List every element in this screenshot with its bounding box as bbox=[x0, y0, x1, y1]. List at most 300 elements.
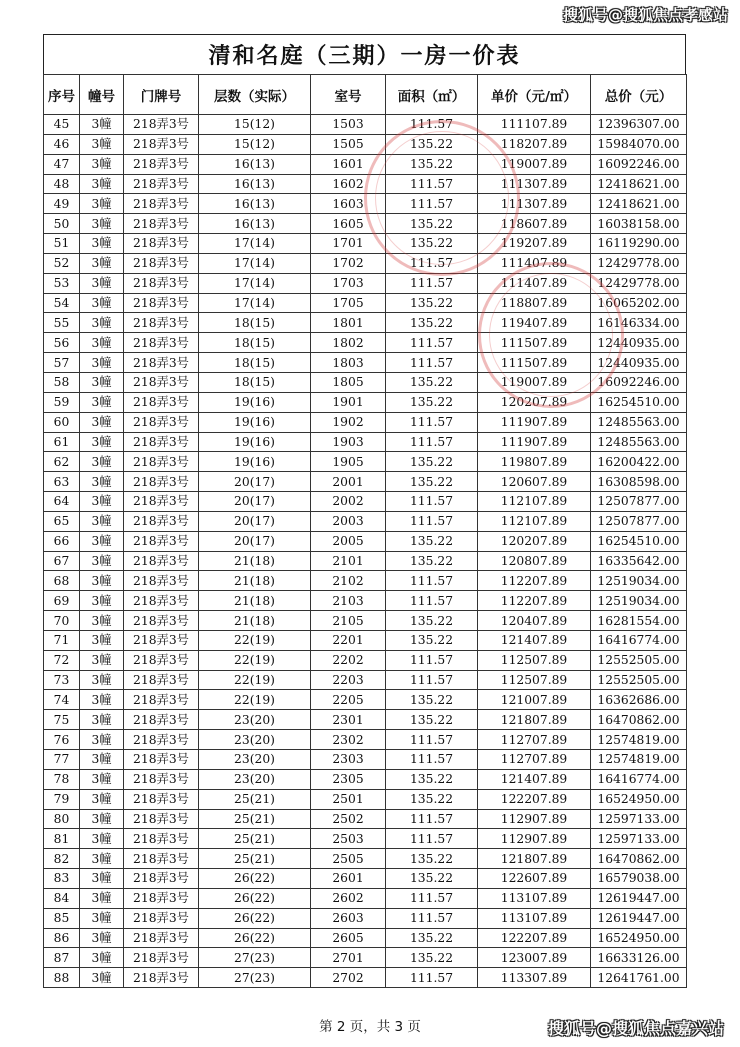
cell-floor: 27(23) bbox=[199, 968, 311, 988]
cell-building: 3幢 bbox=[80, 750, 124, 770]
cell-floor: 26(22) bbox=[199, 869, 311, 889]
cell-area: 111.57 bbox=[386, 829, 478, 849]
cell-room: 2003 bbox=[311, 511, 386, 531]
header-total-price: 总价（元） bbox=[591, 75, 687, 115]
cell-address: 218弄3号 bbox=[124, 869, 199, 889]
cell-building: 3幢 bbox=[80, 908, 124, 928]
cell-index: 72 bbox=[44, 650, 80, 670]
cell-address: 218弄3号 bbox=[124, 333, 199, 353]
cell-unit-price: 112907.89 bbox=[478, 829, 591, 849]
cell-total-price: 12429778.00 bbox=[591, 273, 687, 293]
cell-room: 2303 bbox=[311, 750, 386, 770]
cell-total-price: 16200422.00 bbox=[591, 452, 687, 472]
cell-floor: 16(13) bbox=[199, 174, 311, 194]
cell-room: 2202 bbox=[311, 650, 386, 670]
cell-total-price: 12574819.00 bbox=[591, 750, 687, 770]
cell-unit-price: 121007.89 bbox=[478, 690, 591, 710]
cell-building: 3幢 bbox=[80, 372, 124, 392]
table-body bbox=[44, 115, 687, 988]
cell-total-price: 12429778.00 bbox=[591, 253, 687, 273]
cell-floor: 26(22) bbox=[199, 928, 311, 948]
table-row bbox=[44, 551, 687, 571]
cell-building: 3幢 bbox=[80, 630, 124, 650]
cell-room: 1801 bbox=[311, 313, 386, 333]
cell-index: 46 bbox=[44, 134, 80, 154]
cell-index: 53 bbox=[44, 273, 80, 293]
cell-index: 74 bbox=[44, 690, 80, 710]
cell-floor: 22(19) bbox=[199, 690, 311, 710]
price-table bbox=[43, 74, 687, 988]
cell-room: 1703 bbox=[311, 273, 386, 293]
cell-index: 80 bbox=[44, 809, 80, 829]
table-row bbox=[44, 571, 687, 591]
cell-room: 2203 bbox=[311, 670, 386, 690]
table-row bbox=[44, 591, 687, 611]
cell-area: 135.22 bbox=[386, 234, 478, 254]
table-row bbox=[44, 809, 687, 829]
table-row bbox=[44, 888, 687, 908]
table-row bbox=[44, 849, 687, 869]
cell-address: 218弄3号 bbox=[124, 769, 199, 789]
watermark-top: 搜狐号@搜狐焦点孝感站 bbox=[562, 6, 728, 24]
cell-floor: 20(17) bbox=[199, 472, 311, 492]
cell-building: 3幢 bbox=[80, 253, 124, 273]
cell-unit-price: 122207.89 bbox=[478, 928, 591, 948]
cell-room: 2701 bbox=[311, 948, 386, 968]
cell-area: 135.22 bbox=[386, 372, 478, 392]
cell-area: 111.57 bbox=[386, 968, 478, 988]
cell-index: 79 bbox=[44, 789, 80, 809]
cell-index: 85 bbox=[44, 908, 80, 928]
cell-area: 135.22 bbox=[386, 948, 478, 968]
cell-index: 52 bbox=[44, 253, 80, 273]
cell-address: 218弄3号 bbox=[124, 531, 199, 551]
cell-total-price: 16416774.00 bbox=[591, 630, 687, 650]
cell-room: 2601 bbox=[311, 869, 386, 889]
cell-floor: 21(18) bbox=[199, 611, 311, 631]
cell-address: 218弄3号 bbox=[124, 154, 199, 174]
cell-unit-price: 118807.89 bbox=[478, 293, 591, 313]
cell-address: 218弄3号 bbox=[124, 214, 199, 234]
cell-room: 1701 bbox=[311, 234, 386, 254]
cell-floor: 23(20) bbox=[199, 769, 311, 789]
cell-index: 57 bbox=[44, 353, 80, 373]
cell-unit-price: 113107.89 bbox=[478, 908, 591, 928]
cell-area: 135.22 bbox=[386, 154, 478, 174]
cell-area: 135.22 bbox=[386, 214, 478, 234]
cell-room: 2001 bbox=[311, 472, 386, 492]
table-row bbox=[44, 630, 687, 650]
cell-area: 111.57 bbox=[386, 333, 478, 353]
cell-building: 3幢 bbox=[80, 888, 124, 908]
table-row bbox=[44, 154, 687, 174]
cell-unit-price: 119807.89 bbox=[478, 452, 591, 472]
cell-floor: 15(12) bbox=[199, 134, 311, 154]
cell-room: 2605 bbox=[311, 928, 386, 948]
cell-floor: 16(13) bbox=[199, 194, 311, 214]
page-footer: 第 2 页，共 3 页 bbox=[319, 1019, 421, 1035]
cell-floor: 18(15) bbox=[199, 372, 311, 392]
cell-building: 3幢 bbox=[80, 829, 124, 849]
cell-floor: 25(21) bbox=[199, 809, 311, 829]
cell-index: 77 bbox=[44, 750, 80, 770]
cell-total-price: 16524950.00 bbox=[591, 928, 687, 948]
cell-area: 111.57 bbox=[386, 591, 478, 611]
cell-index: 48 bbox=[44, 174, 80, 194]
cell-unit-price: 120207.89 bbox=[478, 531, 591, 551]
cell-area: 135.22 bbox=[386, 452, 478, 472]
cell-total-price: 16092246.00 bbox=[591, 372, 687, 392]
table-row bbox=[44, 730, 687, 750]
cell-floor: 17(14) bbox=[199, 253, 311, 273]
cell-address: 218弄3号 bbox=[124, 134, 199, 154]
table-row bbox=[44, 353, 687, 373]
cell-building: 3幢 bbox=[80, 849, 124, 869]
cell-building: 3幢 bbox=[80, 571, 124, 591]
cell-total-price: 15984070.00 bbox=[591, 134, 687, 154]
cell-building: 3幢 bbox=[80, 115, 124, 135]
cell-total-price: 12574819.00 bbox=[591, 730, 687, 750]
cell-floor: 27(23) bbox=[199, 948, 311, 968]
table-row bbox=[44, 829, 687, 849]
cell-floor: 18(15) bbox=[199, 313, 311, 333]
table-row bbox=[44, 769, 687, 789]
cell-index: 82 bbox=[44, 849, 80, 869]
cell-address: 218弄3号 bbox=[124, 511, 199, 531]
cell-unit-price: 112907.89 bbox=[478, 809, 591, 829]
cell-floor: 25(21) bbox=[199, 789, 311, 809]
cell-building: 3幢 bbox=[80, 591, 124, 611]
cell-area: 111.57 bbox=[386, 670, 478, 690]
cell-index: 86 bbox=[44, 928, 80, 948]
cell-area: 111.57 bbox=[386, 432, 478, 452]
cell-building: 3幢 bbox=[80, 333, 124, 353]
cell-unit-price: 111507.89 bbox=[478, 353, 591, 373]
cell-area: 135.22 bbox=[386, 690, 478, 710]
cell-address: 218弄3号 bbox=[124, 750, 199, 770]
cell-address: 218弄3号 bbox=[124, 670, 199, 690]
price-document bbox=[43, 34, 686, 988]
cell-unit-price: 119007.89 bbox=[478, 154, 591, 174]
cell-room: 2301 bbox=[311, 710, 386, 730]
cell-total-price: 16470862.00 bbox=[591, 710, 687, 730]
header-floor: 层数（实际） bbox=[199, 75, 311, 115]
table-row bbox=[44, 908, 687, 928]
cell-floor: 23(20) bbox=[199, 710, 311, 730]
cell-unit-price: 111507.89 bbox=[478, 333, 591, 353]
cell-unit-price: 118207.89 bbox=[478, 134, 591, 154]
cell-room: 1603 bbox=[311, 194, 386, 214]
cell-address: 218弄3号 bbox=[124, 372, 199, 392]
cell-floor: 19(16) bbox=[199, 392, 311, 412]
cell-floor: 26(22) bbox=[199, 908, 311, 928]
cell-total-price: 12641761.00 bbox=[591, 968, 687, 988]
header-room: 室号 bbox=[311, 75, 386, 115]
cell-unit-price: 121407.89 bbox=[478, 630, 591, 650]
cell-area: 135.22 bbox=[386, 293, 478, 313]
cell-area: 111.57 bbox=[386, 908, 478, 928]
cell-unit-price: 122607.89 bbox=[478, 869, 591, 889]
cell-floor: 17(14) bbox=[199, 293, 311, 313]
cell-floor: 20(17) bbox=[199, 492, 311, 512]
cell-room: 1805 bbox=[311, 372, 386, 392]
cell-index: 70 bbox=[44, 611, 80, 631]
cell-address: 218弄3号 bbox=[124, 888, 199, 908]
cell-building: 3幢 bbox=[80, 273, 124, 293]
cell-area: 111.57 bbox=[386, 809, 478, 829]
cell-address: 218弄3号 bbox=[124, 353, 199, 373]
cell-building: 3幢 bbox=[80, 690, 124, 710]
table-row bbox=[44, 511, 687, 531]
cell-area: 135.22 bbox=[386, 313, 478, 333]
cell-unit-price: 111907.89 bbox=[478, 432, 591, 452]
cell-floor: 18(15) bbox=[199, 353, 311, 373]
cell-floor: 19(16) bbox=[199, 452, 311, 472]
cell-unit-price: 112707.89 bbox=[478, 730, 591, 750]
cell-unit-price: 111307.89 bbox=[478, 194, 591, 214]
cell-index: 65 bbox=[44, 511, 80, 531]
cell-total-price: 16254510.00 bbox=[591, 531, 687, 551]
cell-area: 111.57 bbox=[386, 174, 478, 194]
cell-total-price: 16146334.00 bbox=[591, 313, 687, 333]
cell-unit-price: 113307.89 bbox=[478, 968, 591, 988]
cell-total-price: 12440935.00 bbox=[591, 333, 687, 353]
cell-room: 2101 bbox=[311, 551, 386, 571]
cell-index: 56 bbox=[44, 333, 80, 353]
cell-building: 3幢 bbox=[80, 551, 124, 571]
cell-index: 88 bbox=[44, 968, 80, 988]
cell-total-price: 12519034.00 bbox=[591, 571, 687, 591]
cell-unit-price: 111107.89 bbox=[478, 115, 591, 135]
cell-area: 111.57 bbox=[386, 253, 478, 273]
cell-address: 218弄3号 bbox=[124, 253, 199, 273]
cell-floor: 16(13) bbox=[199, 214, 311, 234]
cell-building: 3幢 bbox=[80, 134, 124, 154]
table-row bbox=[44, 333, 687, 353]
cell-area: 135.22 bbox=[386, 134, 478, 154]
cell-total-price: 16470862.00 bbox=[591, 849, 687, 869]
cell-total-price: 16119290.00 bbox=[591, 234, 687, 254]
table-row bbox=[44, 789, 687, 809]
cell-unit-price: 123007.89 bbox=[478, 948, 591, 968]
cell-address: 218弄3号 bbox=[124, 948, 199, 968]
cell-total-price: 12507877.00 bbox=[591, 492, 687, 512]
cell-unit-price: 120207.89 bbox=[478, 392, 591, 412]
cell-building: 3幢 bbox=[80, 154, 124, 174]
cell-floor: 22(19) bbox=[199, 650, 311, 670]
cell-index: 87 bbox=[44, 948, 80, 968]
cell-room: 1505 bbox=[311, 134, 386, 154]
cell-floor: 23(20) bbox=[199, 750, 311, 770]
cell-floor: 23(20) bbox=[199, 730, 311, 750]
table-row bbox=[44, 710, 687, 730]
cell-index: 73 bbox=[44, 670, 80, 690]
cell-address: 218弄3号 bbox=[124, 234, 199, 254]
cell-room: 2302 bbox=[311, 730, 386, 750]
table-row bbox=[44, 313, 687, 333]
cell-total-price: 12597133.00 bbox=[591, 829, 687, 849]
cell-total-price: 16633126.00 bbox=[591, 948, 687, 968]
table-header-row bbox=[44, 75, 687, 115]
cell-room: 1903 bbox=[311, 432, 386, 452]
table-row bbox=[44, 611, 687, 631]
cell-area: 135.22 bbox=[386, 392, 478, 412]
cell-area: 111.57 bbox=[386, 353, 478, 373]
table-row bbox=[44, 372, 687, 392]
cell-area: 111.57 bbox=[386, 650, 478, 670]
cell-building: 3幢 bbox=[80, 611, 124, 631]
cell-unit-price: 112207.89 bbox=[478, 591, 591, 611]
table-row bbox=[44, 412, 687, 432]
table-row bbox=[44, 750, 687, 770]
cell-room: 1803 bbox=[311, 353, 386, 373]
cell-floor: 17(14) bbox=[199, 234, 311, 254]
cell-total-price: 12597133.00 bbox=[591, 809, 687, 829]
cell-building: 3幢 bbox=[80, 670, 124, 690]
cell-building: 3幢 bbox=[80, 869, 124, 889]
cell-unit-price: 112107.89 bbox=[478, 492, 591, 512]
cell-room: 2702 bbox=[311, 968, 386, 988]
cell-total-price: 16335642.00 bbox=[591, 551, 687, 571]
cell-floor: 26(22) bbox=[199, 888, 311, 908]
cell-area: 111.57 bbox=[386, 115, 478, 135]
cell-area: 111.57 bbox=[386, 730, 478, 750]
cell-area: 135.22 bbox=[386, 769, 478, 789]
cell-building: 3幢 bbox=[80, 452, 124, 472]
cell-room: 1503 bbox=[311, 115, 386, 135]
cell-building: 3幢 bbox=[80, 511, 124, 531]
table-row bbox=[44, 452, 687, 472]
cell-unit-price: 112207.89 bbox=[478, 571, 591, 591]
cell-index: 75 bbox=[44, 710, 80, 730]
cell-address: 218弄3号 bbox=[124, 293, 199, 313]
cell-total-price: 16092246.00 bbox=[591, 154, 687, 174]
cell-floor: 19(16) bbox=[199, 412, 311, 432]
cell-address: 218弄3号 bbox=[124, 551, 199, 571]
cell-total-price: 12485563.00 bbox=[591, 412, 687, 432]
cell-room: 1602 bbox=[311, 174, 386, 194]
cell-index: 50 bbox=[44, 214, 80, 234]
header-building: 幢号 bbox=[80, 75, 124, 115]
table-row bbox=[44, 492, 687, 512]
cell-area: 111.57 bbox=[386, 492, 478, 512]
cell-building: 3幢 bbox=[80, 214, 124, 234]
watermark-bottom: 搜狐号@搜狐焦点嘉兴站 bbox=[547, 1019, 724, 1038]
cell-address: 218弄3号 bbox=[124, 908, 199, 928]
table-row bbox=[44, 670, 687, 690]
table-row bbox=[44, 214, 687, 234]
cell-total-price: 12507877.00 bbox=[591, 511, 687, 531]
cell-area: 111.57 bbox=[386, 750, 478, 770]
cell-total-price: 12619447.00 bbox=[591, 888, 687, 908]
cell-building: 3幢 bbox=[80, 313, 124, 333]
cell-floor: 20(17) bbox=[199, 531, 311, 551]
cell-building: 3幢 bbox=[80, 194, 124, 214]
cell-unit-price: 111407.89 bbox=[478, 253, 591, 273]
cell-room: 2102 bbox=[311, 571, 386, 591]
cell-building: 3幢 bbox=[80, 472, 124, 492]
cell-index: 45 bbox=[44, 115, 80, 135]
cell-index: 67 bbox=[44, 551, 80, 571]
cell-total-price: 12552505.00 bbox=[591, 670, 687, 690]
cell-floor: 21(18) bbox=[199, 551, 311, 571]
cell-floor: 25(21) bbox=[199, 849, 311, 869]
cell-room: 2201 bbox=[311, 630, 386, 650]
cell-room: 2501 bbox=[311, 789, 386, 809]
cell-floor: 25(21) bbox=[199, 829, 311, 849]
cell-unit-price: 121407.89 bbox=[478, 769, 591, 789]
cell-total-price: 16308598.00 bbox=[591, 472, 687, 492]
cell-index: 59 bbox=[44, 392, 80, 412]
cell-room: 2503 bbox=[311, 829, 386, 849]
cell-floor: 22(19) bbox=[199, 670, 311, 690]
cell-index: 64 bbox=[44, 492, 80, 512]
cell-area: 135.22 bbox=[386, 789, 478, 809]
cell-room: 1905 bbox=[311, 452, 386, 472]
cell-unit-price: 120407.89 bbox=[478, 611, 591, 631]
cell-room: 1705 bbox=[311, 293, 386, 313]
cell-total-price: 16254510.00 bbox=[591, 392, 687, 412]
cell-index: 81 bbox=[44, 829, 80, 849]
cell-building: 3幢 bbox=[80, 293, 124, 313]
cell-index: 47 bbox=[44, 154, 80, 174]
cell-address: 218弄3号 bbox=[124, 928, 199, 948]
table-row bbox=[44, 432, 687, 452]
cell-floor: 21(18) bbox=[199, 591, 311, 611]
cell-unit-price: 112507.89 bbox=[478, 650, 591, 670]
cell-building: 3幢 bbox=[80, 730, 124, 750]
table-row bbox=[44, 115, 687, 135]
table-row bbox=[44, 392, 687, 412]
cell-unit-price: 112107.89 bbox=[478, 511, 591, 531]
cell-room: 2305 bbox=[311, 769, 386, 789]
cell-index: 55 bbox=[44, 313, 80, 333]
cell-index: 54 bbox=[44, 293, 80, 313]
cell-total-price: 12396307.00 bbox=[591, 115, 687, 135]
cell-floor: 18(15) bbox=[199, 333, 311, 353]
header-index: 序号 bbox=[44, 75, 80, 115]
cell-building: 3幢 bbox=[80, 789, 124, 809]
cell-index: 69 bbox=[44, 591, 80, 611]
cell-index: 76 bbox=[44, 730, 80, 750]
cell-room: 2005 bbox=[311, 531, 386, 551]
table-row bbox=[44, 869, 687, 889]
cell-room: 2105 bbox=[311, 611, 386, 631]
cell-total-price: 16362686.00 bbox=[591, 690, 687, 710]
table-row bbox=[44, 531, 687, 551]
cell-unit-price: 120607.89 bbox=[478, 472, 591, 492]
cell-total-price: 12485563.00 bbox=[591, 432, 687, 452]
cell-area: 135.22 bbox=[386, 630, 478, 650]
cell-room: 1601 bbox=[311, 154, 386, 174]
cell-room: 1605 bbox=[311, 214, 386, 234]
cell-floor: 15(12) bbox=[199, 115, 311, 135]
cell-unit-price: 111407.89 bbox=[478, 273, 591, 293]
cell-area: 111.57 bbox=[386, 273, 478, 293]
cell-address: 218弄3号 bbox=[124, 392, 199, 412]
cell-room: 1901 bbox=[311, 392, 386, 412]
cell-area: 135.22 bbox=[386, 849, 478, 869]
cell-unit-price: 120807.89 bbox=[478, 551, 591, 571]
cell-total-price: 16281554.00 bbox=[591, 611, 687, 631]
cell-building: 3幢 bbox=[80, 353, 124, 373]
cell-building: 3幢 bbox=[80, 650, 124, 670]
cell-area: 135.22 bbox=[386, 928, 478, 948]
cell-building: 3幢 bbox=[80, 412, 124, 432]
cell-address: 218弄3号 bbox=[124, 710, 199, 730]
cell-area: 135.22 bbox=[386, 611, 478, 631]
cell-total-price: 16416774.00 bbox=[591, 769, 687, 789]
